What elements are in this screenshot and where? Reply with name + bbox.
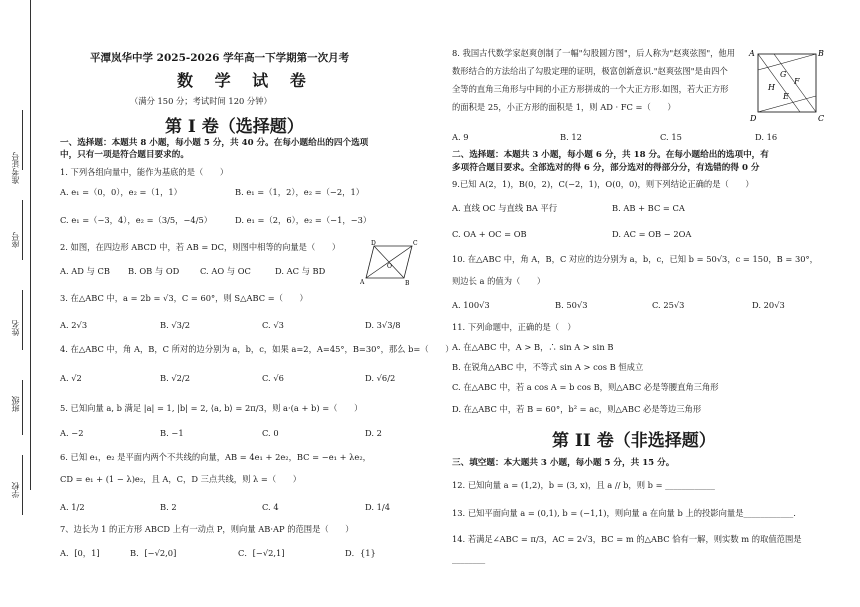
q12-stem: 12. 已知向量 a = (1,2)，b = (3, x)，且 a // b，则 b = ____________ bbox=[452, 480, 715, 490]
exam-info: （满分 150 分；考试时间 120 分钟） bbox=[130, 96, 272, 106]
q1-option-d: D. e₁ =（2，6），e₂ =（−1，−3） bbox=[235, 215, 372, 225]
fig8-label-c: C bbox=[818, 114, 825, 123]
fig2-label-b: B bbox=[405, 280, 410, 286]
q8-stem-line2: 数形结合的方法给出了勾股定理的证明，极富创新意识."赵爽弦图"是由四个 bbox=[452, 66, 728, 76]
q2-option-a: A. AD 与 CB bbox=[60, 266, 110, 276]
q2-stem: 2. 如图，在四边形 ABCD 中，若 AB = DC，则图中相等的向量是（ ） bbox=[60, 242, 341, 252]
section2-heading-line1: 二、选择题：本题共 3 小题，每小题 6 分，共 18 分。在每小题给出的选项中，有 bbox=[452, 150, 769, 160]
q8-option-c: C. 15 bbox=[660, 132, 682, 142]
fig8-label-h: H bbox=[768, 83, 775, 92]
q1-option-b: B. e₁ =（1，2），e₂ =（−2，1） bbox=[235, 187, 365, 197]
margin-label-zuohao: 座号 bbox=[11, 232, 20, 248]
q11-option-d: D. 在△ABC 中，若 B = 60°，b² = ac，则△ABC 必是等边三角形 bbox=[452, 404, 702, 414]
margin-blank-xingming bbox=[22, 290, 23, 350]
q5-option-a: A. −2 bbox=[60, 428, 84, 438]
q11-option-a: A. 在△ABC 中，A > B，∴ sin A > sin B bbox=[452, 342, 614, 352]
q3-option-a: A. 2√3 bbox=[60, 320, 88, 330]
section1-heading-line1: 一、选择题：本题共 8 小题，每小题 5 分，共 40 分。在每小题给出的四个选项 bbox=[60, 138, 369, 148]
q14-blank: ________ bbox=[452, 554, 486, 564]
q6-option-b: B. 2 bbox=[160, 502, 177, 512]
q8-option-d: D. 16 bbox=[755, 132, 778, 142]
margin-blank-zhunkaozheng bbox=[22, 110, 23, 170]
q6-option-d: D. 1/4 bbox=[365, 502, 390, 512]
q9-option-d: D. AC = OB − 2OA bbox=[612, 229, 692, 239]
q2-option-c: C. AO 与 OC bbox=[200, 266, 251, 276]
fig8-label-g: G bbox=[780, 70, 787, 79]
q3-stem: 3. 在△ABC 中，a = 2b = √3，C = 60°，则 S△ABC =（ ） bbox=[60, 293, 308, 303]
q7-option-c: C．[−√2,1] bbox=[238, 548, 285, 558]
q10-option-c: C. 25√3 bbox=[652, 300, 685, 310]
q7-option-a: A．[0，1] bbox=[60, 548, 100, 558]
q6-option-a: A. 1/2 bbox=[60, 502, 85, 512]
q11-option-c: C. 在△ABC 中，若 a cos A = b cos B，则△ABC 必是等腰直角三角形 bbox=[452, 382, 719, 392]
q10-stem-line1: 10. 在△ABC 中，角 A，B，C 对应的边分别为 a，b，c，已知 b = 50√3，c = 150，B = 30°， bbox=[452, 254, 818, 264]
q9-option-b: B. AB + BC = CA bbox=[612, 203, 685, 213]
q8-stem-line3: 全等的直角三角形与中间的小正方形拼成的一个大正方形.如图，若大正方形 bbox=[452, 84, 729, 94]
q3-option-c: C. √3 bbox=[262, 320, 284, 330]
q8-stem-line4: 的面积是 25，小正方形的面积是 1，则 AD · FC =（ ） bbox=[452, 102, 676, 112]
q10-stem-line2: 则边长 a 的值为（ ） bbox=[452, 276, 546, 286]
margin-blank-banji bbox=[22, 380, 23, 435]
q2-option-b: B. OB 与 OD bbox=[128, 266, 180, 276]
q4-option-d: D. √6/2 bbox=[365, 373, 396, 383]
q7-option-d: D．{1} bbox=[345, 548, 376, 558]
q10-option-b: B. 50√3 bbox=[555, 300, 588, 310]
exam-school-title: 平潭岚华中学 2025-2026 学年高一下学期第一次月考 bbox=[90, 52, 350, 64]
margin-label-banji: 班级 bbox=[11, 396, 20, 412]
margin-label-xuexiao: 学校 bbox=[11, 482, 20, 498]
q1-option-c: C. e₁ =（−3，4），e₂ =（3/5，−4/5） bbox=[60, 215, 213, 225]
fig8-label-a: A bbox=[749, 49, 755, 58]
fig2-label-d: D bbox=[371, 240, 376, 247]
q9-stem: 9.已知 A(2，1)，B(0，2)，C(−2，1)，O(0，0)，则下列结论正确的是（ ） bbox=[452, 179, 754, 189]
exam-subject-title: 数 学 试 卷 bbox=[177, 71, 314, 90]
fig2-label-a: A bbox=[360, 279, 365, 286]
q14-stem: 14. 若满足∠ABC = π/3，AC = 2√3，BC = m 的△ABC 恰有一解，则实数 m 的取值范围是 bbox=[452, 534, 802, 544]
q4-stem: 4. 在△ABC 中，角 A，B，C 所对的边分别为 a，b，c，如果 a=2，A=45°，B=30°，那么 b=（ ） bbox=[60, 344, 454, 354]
q6-stem-line2: CD = e₁ + (1 − λ)e₂，且 A，C，D 三点共线，则 λ =（ ） bbox=[60, 474, 302, 484]
q4-option-b: B. √2/2 bbox=[160, 373, 191, 383]
q2-parallelogram-figure bbox=[360, 238, 420, 286]
fig2-label-o: O bbox=[387, 263, 392, 270]
q8-option-a: A. 9 bbox=[452, 132, 469, 142]
fig8-label-d: D bbox=[750, 114, 757, 123]
q4-option-c: C. √6 bbox=[262, 373, 284, 383]
section2-heading-line2: 多项符合题目要求。全部选对的得 6 分，部分选对的得部分分，有选错的得 0 分 bbox=[452, 163, 760, 173]
q11-option-b: B. 在锐角△ABC 中，不等式 sin A > cos B 恒成立 bbox=[452, 362, 644, 372]
q2-option-d: D. AC 与 BD bbox=[275, 266, 326, 276]
q9-option-c: C. OA + OC = OB bbox=[452, 229, 527, 239]
q3-option-d: D. 3√3/8 bbox=[365, 320, 401, 330]
fig8-label-e: E bbox=[783, 92, 789, 101]
part1-title: 第 I 卷（选择题） bbox=[165, 117, 304, 137]
q3-option-b: B. √3/2 bbox=[160, 320, 191, 330]
q8-stem-line1: 8. 我国古代数学家赵爽创制了一幅"勾股圆方图"，后人称为"赵爽弦图"，他用 bbox=[452, 48, 736, 58]
margin-blank-xuexiao bbox=[22, 455, 23, 515]
q1-option-a: A. e₁ =（0，0），e₂ =（1，1） bbox=[60, 187, 182, 197]
q6-stem-line1: 6. 已知 e₁，e₂ 是平面内两个不共线的向量，AB = 4e₁ + 2e₂，BC = −e₁ + λe₂， bbox=[60, 452, 371, 462]
q10-option-a: A. 100√3 bbox=[452, 300, 490, 310]
q5-option-d: D. 2 bbox=[365, 428, 382, 438]
q11-stem: 11. 下列命题中，正确的是（ ） bbox=[452, 322, 576, 332]
section3-heading: 三、填空题：本大题共 3 小题，每小题 5 分，共 15 分。 bbox=[452, 458, 675, 468]
fig2-label-c: C bbox=[413, 240, 418, 247]
q5-option-c: C. 0 bbox=[262, 428, 279, 438]
q5-stem: 5. 已知向量 a, b 满足 |a| = 1, |b| = 2, ⟨a, b⟩ = 2π/3，则 a·(a + b) =（ ） bbox=[60, 403, 363, 413]
q6-option-c: C. 4 bbox=[262, 502, 279, 512]
q5-option-b: B. −1 bbox=[160, 428, 184, 438]
margin-label-zhunkaozheng: 准考证号 bbox=[11, 152, 20, 184]
binding-line bbox=[30, 0, 31, 490]
fig8-label-f: F bbox=[794, 77, 800, 86]
fig8-label-b: B bbox=[818, 49, 824, 58]
part2-title: 第 II 卷（非选择题） bbox=[552, 431, 716, 451]
section1-heading-line2: 中，只有一项是符合题目要求的。 bbox=[60, 150, 189, 160]
q7-option-b: B．[−√2,0] bbox=[130, 548, 177, 558]
q9-option-a: A. 直线 OC 与直线 BA 平行 bbox=[452, 203, 558, 213]
q1-stem: 1. 下列各组向量中，能作为基底的是（ ） bbox=[60, 167, 229, 177]
q4-option-a: A. √2 bbox=[60, 373, 82, 383]
q13-stem: 13. 已知平面向量 a = (0,1), b = (−1,1)，则向量 a 在向量 b 上的投影向量是____________. bbox=[452, 508, 796, 518]
q8-option-b: B. 12 bbox=[560, 132, 582, 142]
margin-blank-zuohao bbox=[22, 200, 23, 260]
q8-zhaoshuang-figure bbox=[748, 44, 826, 124]
q7-stem: 7、边长为 1 的正方形 ABCD 上有一动点 P，则向量 AB·AP 的范围是（ ） bbox=[60, 524, 354, 534]
margin-label-xingming: 姓名 bbox=[11, 320, 20, 336]
q10-option-d: D. 20√3 bbox=[752, 300, 785, 310]
